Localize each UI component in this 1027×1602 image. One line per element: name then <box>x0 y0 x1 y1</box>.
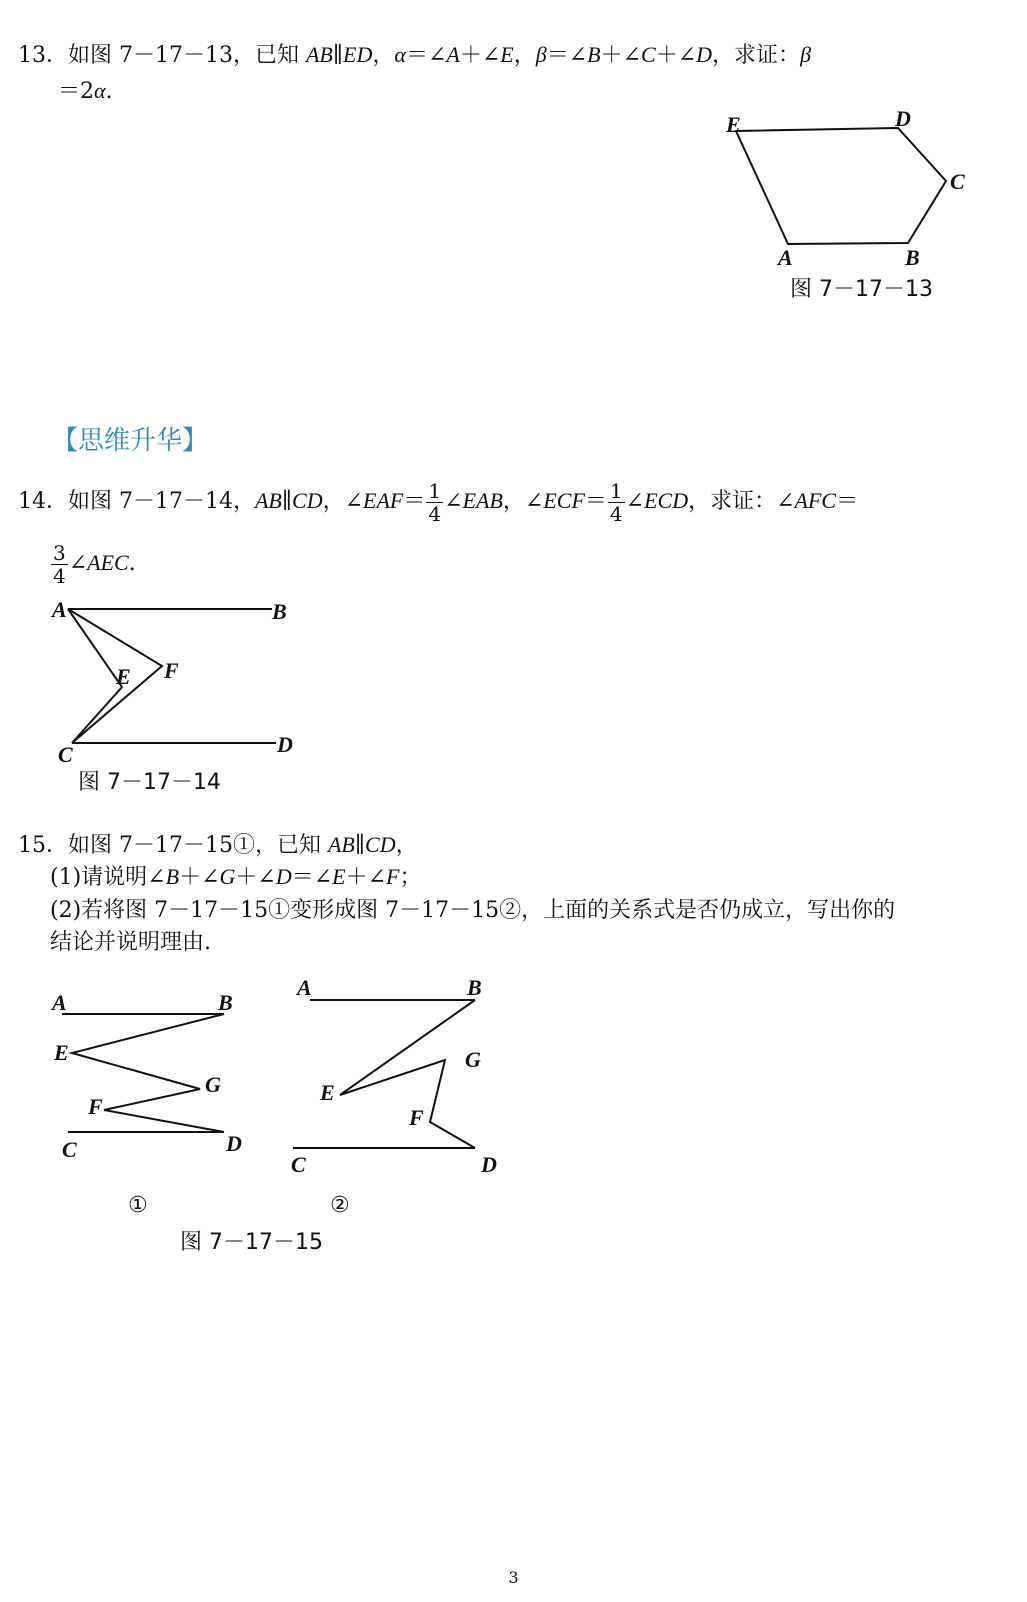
q15-angle-f: F <box>386 864 400 889</box>
label-g: G <box>205 1072 221 1097</box>
q13-ed: ED <box>343 42 373 67</box>
fraction-numerator-3: 3 <box>53 540 66 565</box>
q13-angle-d: D <box>696 42 713 67</box>
label-d: D <box>895 106 911 131</box>
q14-period: . <box>128 551 136 576</box>
figure-7-17-15-1-drawing <box>40 985 270 1170</box>
figure-7-17-15-1 <box>40 985 270 1174</box>
q15-line-2 <box>50 862 422 893</box>
q15-comma: ， <box>395 833 418 858</box>
q14-ecf: ECF <box>543 488 585 513</box>
q15-text: 15．如图 7－17－15①，已知 <box>18 833 328 858</box>
q14-angle4: ∠ <box>625 489 645 514</box>
fraction-denominator: 4 <box>428 501 442 526</box>
pentagon-edcba <box>736 128 946 244</box>
label-a: A <box>778 245 793 270</box>
label-f: F <box>409 1105 424 1130</box>
q13-plus2: ＋∠ <box>600 43 642 68</box>
q15-part1: (1)请说明∠ <box>50 865 166 890</box>
q14-text: 14．如图 7－17－14， <box>18 489 255 514</box>
fraction-numerator-2: 1 <box>609 478 623 503</box>
fraction-numerator: 1 <box>428 478 442 503</box>
label-e: E <box>320 1080 335 1105</box>
q14-angle2: ∠ <box>444 489 463 514</box>
fraction-one-quarter-2 <box>608 478 625 526</box>
label-c: C <box>291 1152 306 1177</box>
q14-eq3: ＝ <box>836 489 859 514</box>
q15-plus2: ＋∠ <box>235 865 276 890</box>
figure-7-17-13 <box>700 100 1000 274</box>
q13-eq2: ＝∠ <box>546 43 588 68</box>
q13-prove: ，求证： <box>712 43 801 68</box>
caption-7-17-13: 图 7－17－13 <box>790 277 933 302</box>
q13-angle-c: C <box>641 42 656 67</box>
label-d: D <box>277 732 293 757</box>
label-b: B <box>272 599 287 624</box>
q15-parallel: ∥ <box>354 833 366 858</box>
q14-line-2 <box>50 540 136 587</box>
q15-line-3: (2)若将图 7－17－15①变形成图 7－17－15②，上面的关系式是否仍成立，写出你的 <box>50 898 896 923</box>
subfigure-2-marker: ② <box>330 1193 350 1218</box>
label-c: C <box>950 169 965 194</box>
page-number: 3 <box>508 1568 519 1587</box>
label-c: C <box>62 1137 77 1162</box>
figure-7-17-15-2 <box>285 970 515 1179</box>
q15-plus3: ＋∠ <box>345 865 387 890</box>
label-d: D <box>226 1131 242 1156</box>
q15-semicolon: ； <box>399 865 422 890</box>
label-a: A <box>52 597 67 622</box>
q13-plus3: ＋∠ <box>655 43 697 68</box>
label-e: E <box>54 1040 69 1065</box>
q15-line-1 <box>18 830 418 861</box>
q15-ab: AB <box>327 832 355 857</box>
q14-angle3: ，∠ <box>502 489 544 514</box>
q13-text: 13．如图 7－17－13，已知 <box>18 43 306 68</box>
q13-angle-b: B <box>587 42 601 67</box>
q13-parallel: ∥ <box>332 43 344 68</box>
q14-afc: AFC <box>794 488 837 513</box>
q14-ecd: ECD <box>644 488 689 513</box>
q13-alpha2: α <box>94 78 106 103</box>
q13-line-1 <box>18 40 811 71</box>
label-f: F <box>88 1094 103 1119</box>
label-b: B <box>467 975 482 1000</box>
q13-period: . <box>105 79 113 104</box>
q13-beta2: β <box>800 42 812 67</box>
q15-line-4: 结论并说明理由. <box>50 930 211 955</box>
figure-7-17-15-2-drawing <box>285 970 515 1175</box>
q14-cd: CD <box>292 488 323 513</box>
q13-sep2: ， <box>513 43 536 68</box>
figure-7-17-14-drawing <box>40 590 320 767</box>
q15-angle-d: D <box>275 864 292 889</box>
label-e: E <box>116 664 131 689</box>
q15-angle-e: E <box>332 864 346 889</box>
fraction-three-quarters <box>51 540 68 588</box>
q13-plus: ＋∠ <box>459 43 501 68</box>
q13-alpha: α <box>394 42 406 67</box>
q13-sep: ， <box>372 43 395 68</box>
label-a: A <box>297 975 312 1000</box>
q14-ab: AB <box>254 488 282 513</box>
fraction-denominator-3: 4 <box>53 563 66 588</box>
q14-angle5: ∠ <box>68 551 88 576</box>
caption-7-17-15: 图 7－17－15 <box>180 1230 323 1255</box>
label-c: C <box>58 742 73 767</box>
subfigure-1-marker: ① <box>128 1193 148 1218</box>
fraction-one-quarter <box>426 478 443 526</box>
caption-7-17-14: 图 7－17－14 <box>78 770 221 795</box>
q14-parallel: ∥ <box>281 489 293 514</box>
label-d: D <box>481 1152 497 1177</box>
label-b: B <box>218 990 233 1015</box>
label-g: G <box>465 1047 481 1072</box>
q15-cd: CD <box>365 832 396 857</box>
q13-angle-e: E <box>500 42 514 67</box>
figure-7-17-13-drawing <box>700 100 1000 270</box>
q13-line-2 <box>58 76 113 107</box>
q13-eq: ＝∠ <box>405 43 447 68</box>
figure-7-17-14 <box>40 590 320 767</box>
section-title: 【思维升华】 <box>52 426 209 456</box>
q15-eq: ＝∠ <box>291 865 333 890</box>
q13-beta: β <box>535 42 547 67</box>
zigzag-begfd <box>340 1000 475 1148</box>
q14-aec: AEC <box>87 550 129 575</box>
q14-eaf: EAF <box>363 488 404 513</box>
q14-eq1: ＝ <box>403 489 426 514</box>
fraction-denominator-2: 4 <box>609 501 623 526</box>
label-b: B <box>905 245 920 270</box>
q14-line-1 <box>18 478 858 525</box>
q15-plus1: ＋∠ <box>179 865 220 890</box>
q14-eab: EAB <box>462 488 503 513</box>
q13-angle-a: A <box>446 42 460 67</box>
q15-angle-g: G <box>219 864 236 889</box>
q14-angle1: ，∠ <box>322 489 364 514</box>
label-a: A <box>52 990 67 1015</box>
label-f: F <box>164 658 179 683</box>
q14-prove: ，求证：∠ <box>688 489 795 514</box>
q15-angle-b: B <box>165 864 180 889</box>
label-e: E <box>726 112 741 137</box>
q14-eq2: ＝ <box>584 489 607 514</box>
q13-ab: AB <box>305 42 333 67</box>
q13-eq3: ＝2 <box>58 79 94 104</box>
